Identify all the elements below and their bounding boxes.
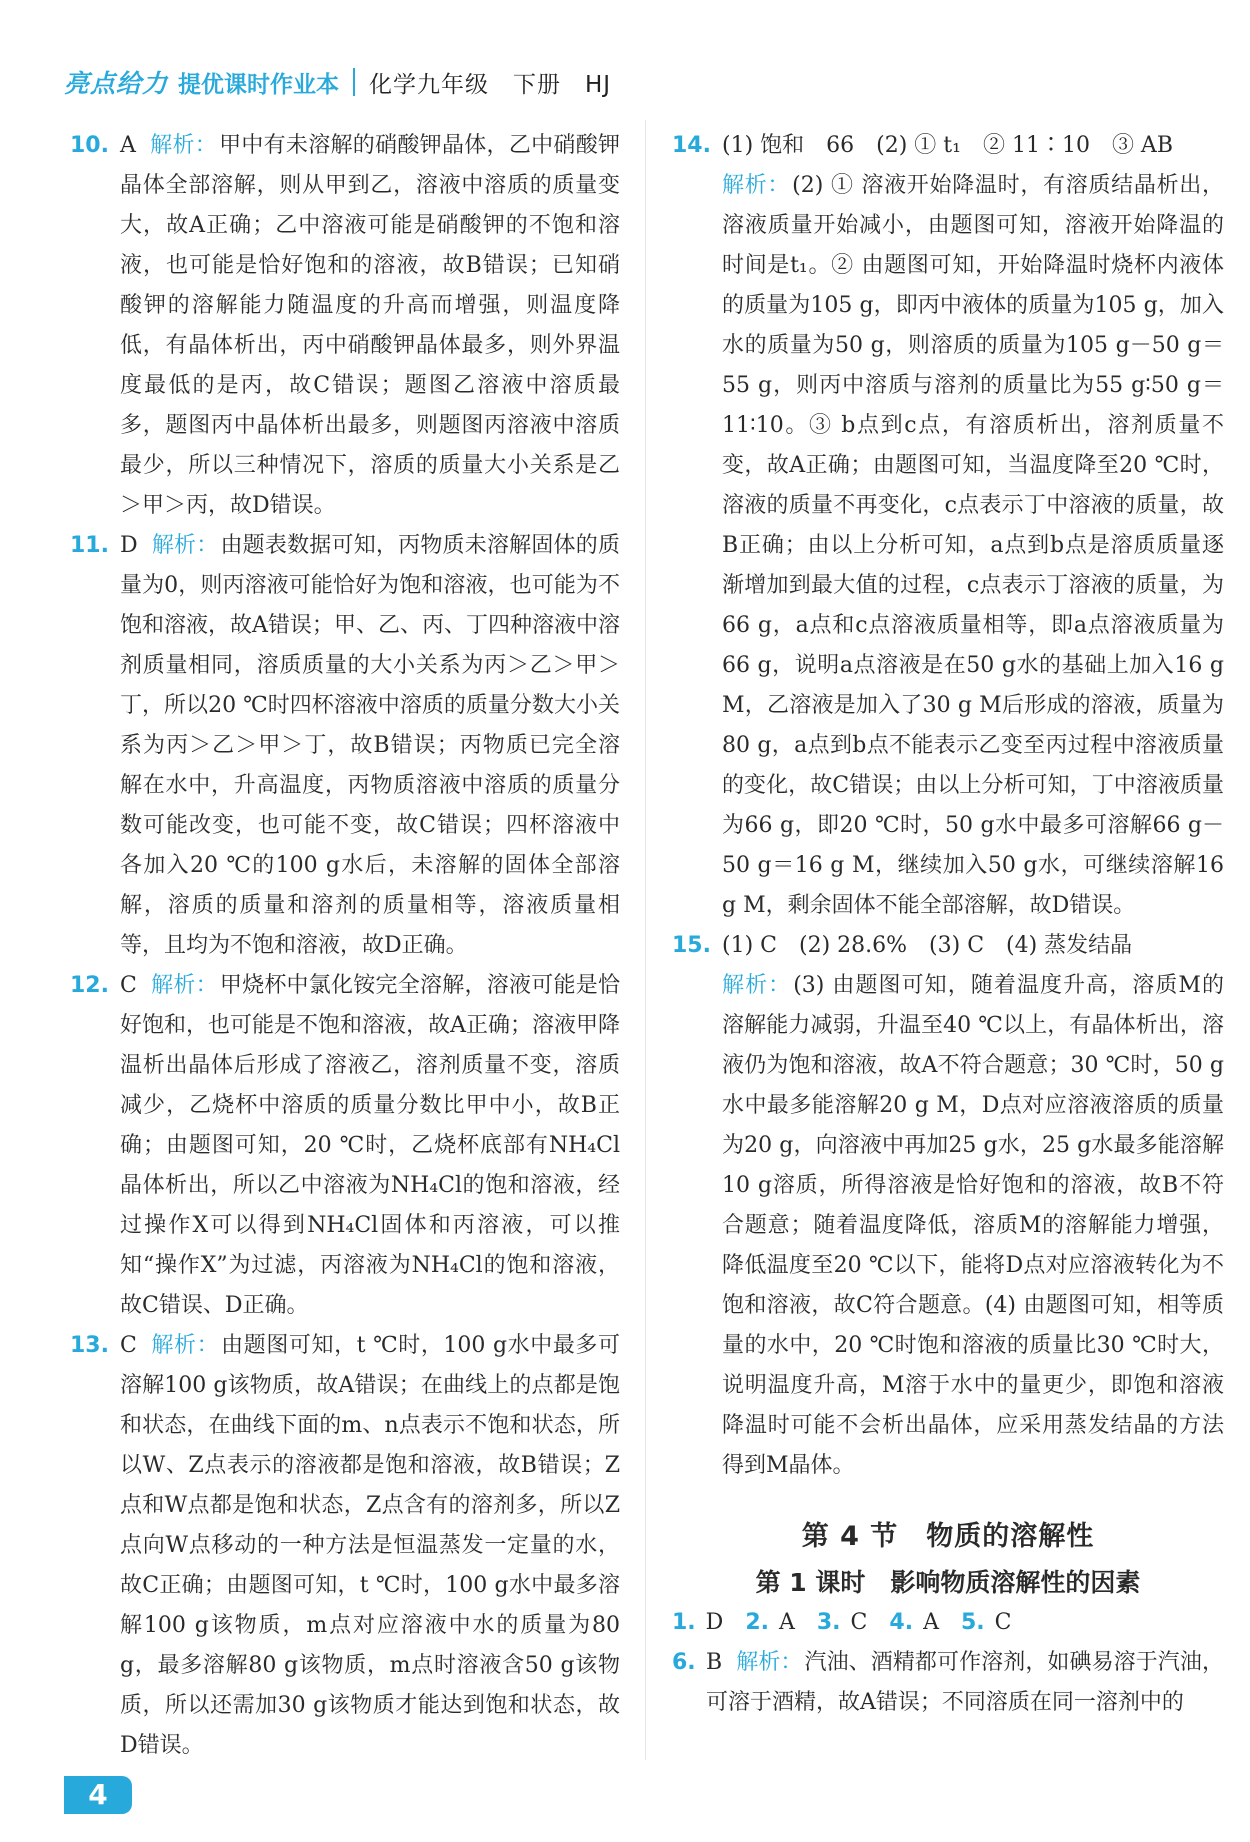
analysis-text: 由题表数据可知，丙物质未溶解固体的质量为0，则丙溶液可能恰好为饱和溶液，也可能为不饱和溶液，故A错误；甲、乙、丙、丁四种溶液中溶剂质量相同，溶质质量的大小关系为丙＞乙＞甲＞丁，所以20 ℃时四杯溶液中溶质的质量分数大小关系为丙＞乙＞甲＞丁，故B错误；丙物质已完全溶解在水中，升高温度，丙物质溶液中溶质的质量分数可能改变，也可能不变，故C错误；四杯溶液中各加入20 ℃的100 g水后，未溶解的固体全部溶解，溶质的质量和溶剂的质量相等，溶液质量相等，且均为不饱和溶液，故D正确。 [120, 533, 620, 958]
answer-choice: D [120, 533, 138, 558]
right-column [672, 126, 1224, 1723]
analysis-text: 汽油、酒精都可作溶剂，如碘易溶于汽油，可溶于酒精，故A错误；不同溶质在同一溶剂中的 [706, 1650, 1224, 1715]
analysis-tag: 解析： [149, 133, 218, 158]
question-number: 1. [672, 1610, 696, 1635]
question-number: 13. [70, 1333, 109, 1358]
answer-item [70, 966, 620, 1326]
lesson-title: 第 1 课时 影响物质溶解性的因素 [755, 1568, 1141, 1597]
answer-item [70, 526, 620, 966]
question-number: 10. [70, 133, 109, 158]
quick-answers [672, 1603, 1224, 1643]
answer-choice: C [120, 1333, 137, 1358]
analysis-tag: 解析： [722, 973, 792, 998]
section-title: 第 4 节 物质的溶解性 [801, 1521, 1095, 1552]
question-number: 3. [816, 1610, 841, 1635]
question-number: 11. [70, 533, 109, 558]
header-divider [353, 68, 355, 96]
answer-choice: C [994, 1610, 1012, 1635]
answer-item [672, 126, 1224, 926]
answer-choice: D [705, 1610, 724, 1635]
analysis-tag: 解析： [150, 1333, 220, 1358]
series-subtitle: 提优课时作业本 [178, 71, 340, 98]
question-number: 15. [672, 933, 711, 958]
answer-line: (1) C (2) 28.6% (3) C (4) 蒸发结晶 [722, 933, 1133, 958]
answer-choice: A [778, 1610, 795, 1635]
column-divider [645, 120, 646, 1760]
answer-choice: A [923, 1610, 939, 1635]
question-number: 2. [745, 1610, 769, 1635]
question-number: 14. [672, 133, 711, 158]
analysis-text: 甲中有未溶解的硝酸钾晶体，乙中硝酸钾晶体全部溶解，则从甲到乙，溶液中溶质的质量变大，故A正确；乙中溶液可能是硝酸钾的不饱和溶液，也可能是恰好饱和的溶液，故B错误；已知硝酸钾的溶解能力随温度的升高而增强，则温度降低，有晶体析出，丙中硝酸钾晶体最多，则外界温度最低的是丙，故C错误；题图乙溶液中溶质最多，题图丙中晶体析出最多，则题图丙溶液中溶质最少，所以三种情况下，溶质的质量大小关系是乙＞甲＞丙，故D错误。 [120, 133, 620, 518]
page-header [64, 62, 611, 102]
analysis-text: (2) ① 溶液开始降温时，有溶质结晶析出，溶液质量开始减小，由题图可知，溶液开始降温的时间是t₁。② 由题图可知，开始降温时烧杯内液体的质量为105 g，即丙中液体的质量为105 g，加入水的质量为50 g，则溶质的质量为105 g－50 g＝55 g，则丙中溶质与溶剂的质量比为55 g∶50 g＝11∶10。③ b点到c点，有溶质析出，溶剂质量不变，故A正确；由题图可知，当温度降至20 ℃时，溶液的质量不再变化，c点表示丁中溶液的质量，故B正确；由以上分析可知，a点到b点是溶质质量逐渐增加到最大值的过程，c点表示丁溶液的质量，为66 g，a点和c点溶液质量相等，即a点溶液质量为66 g，说明a点溶液是在50 g水的基础上加入16 g M，乙溶液是加入了30 g M后形成的溶液，质量为80 g，a点到b点不能表示乙变至丙过程中溶液质量的变化，故C错误；由以上分析可知，丁中溶液质量为66 g，即20 ℃时，50 g水中最多可溶解66 g－50 g＝16 g M，继续加入50 g水，可继续溶解16 g M，剩余固体不能全部溶解，故D错误。 [722, 173, 1224, 918]
book-info: 化学九年级 下册 HJ [369, 71, 612, 98]
question-number: 12. [70, 973, 109, 998]
analysis-tag: 解析： [151, 533, 219, 558]
answer-item [672, 1643, 1224, 1723]
left-column [70, 126, 620, 1766]
answer-item [672, 926, 1224, 1486]
answer-choice: A [120, 133, 136, 158]
analysis-text: 甲烧杯中氯化铵完全溶解，溶液可能是恰好饱和，也可能是不饱和溶液，故A正确；溶液甲降温析出晶体后形成了溶液乙，溶剂质量不变，溶质减少，乙烧杯中溶质的质量分数比甲中小，故B正确；由题图可知，20 ℃时，乙烧杯底部有NH₄Cl晶体析出，所以乙中溶液为NH₄Cl的饱和溶液，经过操作X可以得到NH₄Cl固体和丙溶液，可以推知“操作X”为过滤，丙溶液为NH₄Cl的饱和溶液，故C错误、D正确。 [120, 973, 620, 1318]
question-number: 6. [672, 1650, 696, 1675]
question-number: 4. [889, 1610, 914, 1635]
answer-choice: C [120, 973, 137, 998]
answer-choice: C [850, 1610, 868, 1635]
analysis-text: 由题图可知，t ℃时，100 g水中最多可溶解100 g该物质，故A错误；在曲线上的点都是饱和状态，在曲线下面的m、n点表示不饱和状态，所以W、Z点表示的溶液都是饱和溶液，故B错误；Z点和W点都是饱和状态，Z点含有的溶剂多，所以Z点向W点移动的一种方法是恒温蒸发一定量的水，故C正确；由题图可知，t ℃时，100 g水中最多溶解100 g该物质，m点对应溶液中水的质量为80 g，最多溶解80 g该物质，m点时溶液含50 g该物质，所以还需加30 g该物质才能达到饱和状态，故D错误。 [120, 1333, 620, 1758]
analysis-tag: 解析： [736, 1650, 803, 1675]
analysis-tag: 解析： [722, 173, 791, 198]
question-number: 5. [960, 1610, 985, 1635]
analysis-tag: 解析： [150, 973, 218, 998]
brand-logo-text: 亮点给力 [64, 69, 169, 98]
answer-item [70, 1326, 620, 1766]
analysis-text: (3) 由题图可知，随着温度升高，溶质M的溶解能力减弱，升温至40 ℃以上，有晶体析出，溶液仍为饱和溶液，故A不符合题意；30 ℃时，50 g水中最多能溶解20 g M，D点对应溶液溶质的质量为20 g，向溶液中再加25 g水，25 g水最多能溶解10 g溶质，所得溶液是恰好饱和的溶液，故B不符合题意；随着温度降低，溶质M的溶解能力增强，降低温度至20 ℃以下，能将D点对应溶液转化为不饱和溶液，故C符合题意。(4) 由题图可知，相等质量的水中，20 ℃时饱和溶液的质量比30 ℃时大，说明温度升高，M溶于水中的量更少，即饱和溶液降温时可能不会析出晶体，应采用蒸发结晶的方法得到M晶体。 [722, 973, 1224, 1478]
answer-line: (1) 饱和 66 (2) ① t₁ ② 11∶10 ③ AB [722, 133, 1173, 158]
page-number: 4 [64, 1776, 132, 1814]
answer-choice: B [706, 1650, 723, 1675]
answer-item [70, 126, 620, 526]
